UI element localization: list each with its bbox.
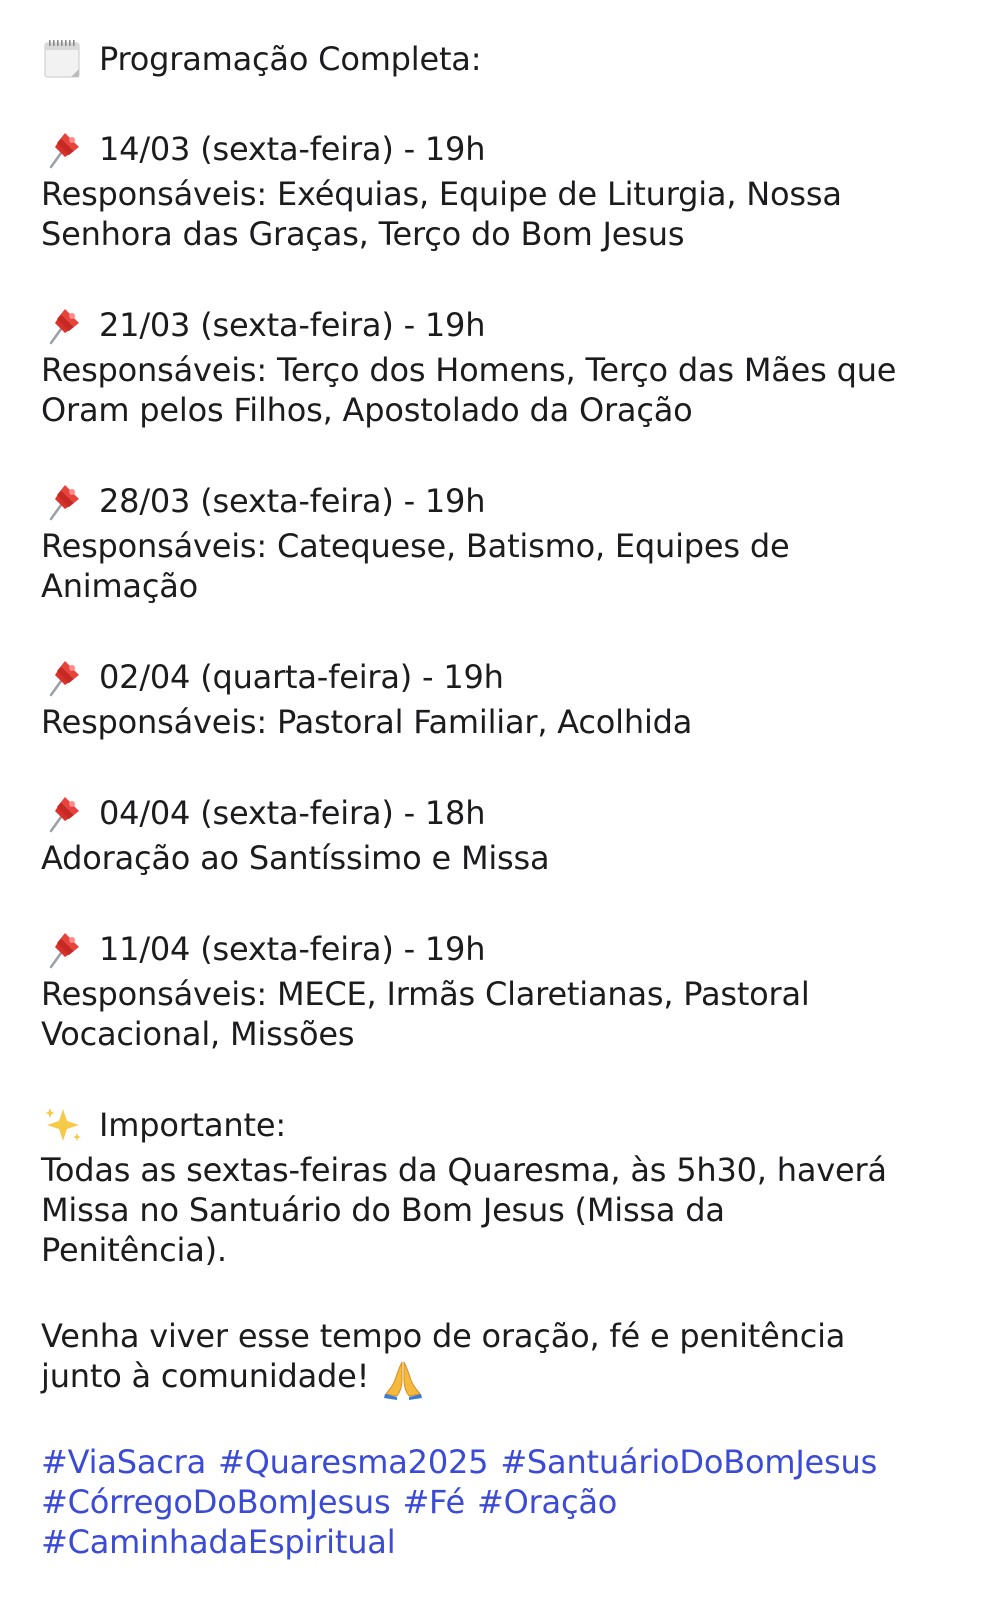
calendar-icon: [41, 37, 85, 81]
event-date: 28/03 (sexta-feira) - 19h: [99, 482, 486, 520]
event-date-line: [41, 300, 951, 350]
schedule-heading: [41, 34, 951, 84]
event-date: 04/04 (sexta-feira) - 18h: [99, 794, 486, 832]
event-date-line: [41, 124, 951, 174]
event-date: 11/04 (sexta-feira) - 19h: [99, 930, 486, 968]
hashtag-row: [41, 1482, 951, 1522]
hashtag-link[interactable]: #Oração: [477, 1483, 618, 1521]
event-detail: Responsáveis: MECE, Irmãs Claretianas, Pastoral: [41, 975, 810, 1013]
event-item: [41, 300, 951, 476]
event-item: [41, 924, 951, 1100]
closing-text: junto à comunidade!: [41, 1357, 370, 1395]
hashtag-link[interactable]: #SantuárioDoBomJesus: [500, 1443, 878, 1481]
hashtag-link[interactable]: #Quaresma2025: [217, 1443, 489, 1481]
closing-line: Venha viver esse tempo de oração, fé e penitência: [41, 1317, 846, 1355]
praying-hands-icon: [381, 1356, 425, 1396]
pushpin-icon: [41, 791, 85, 835]
important-line: Missa no Santuário do Bom Jesus (Missa da: [41, 1191, 725, 1229]
event-list: [41, 124, 951, 1100]
important-label: Importante:: [99, 1106, 286, 1144]
hashtag-link[interactable]: #ViaSacra: [41, 1443, 206, 1481]
event-detail: Vocacional, Missões: [41, 1015, 355, 1053]
hashtag-row: [41, 1442, 951, 1482]
schedule-title: Programação Completa:: [99, 40, 482, 78]
event-item: [41, 124, 951, 300]
post-body: [41, 34, 951, 1562]
hashtag-link[interactable]: #CaminhadaEspiritual: [41, 1523, 396, 1561]
event-detail: Senhora das Graças, Terço do Bom Jesus: [41, 215, 685, 253]
pushpin-icon: [41, 927, 85, 971]
closing-line-with-emoji: [41, 1356, 951, 1396]
hashtag-row: [41, 1522, 951, 1562]
important-line: Todas as sextas-feiras da Quaresma, às 5h30, haverá: [41, 1151, 887, 1189]
event-detail: Responsáveis: Pastoral Familiar, Acolhida: [41, 703, 693, 741]
event-detail: Responsáveis: Catequese, Batismo, Equipes de: [41, 527, 790, 565]
event-detail: Adoração ao Santíssimo e Missa: [41, 839, 550, 877]
event-item: [41, 788, 951, 924]
event-detail: Animação: [41, 567, 199, 605]
hashtag-block: [41, 1442, 951, 1562]
pushpin-icon: [41, 479, 85, 523]
event-date: 21/03 (sexta-feira) - 19h: [99, 306, 486, 344]
hashtag-link[interactable]: #CórregoDoBomJesus: [41, 1483, 391, 1521]
event-date-line: [41, 924, 951, 974]
event-date: 02/04 (quarta-feira) - 19h: [99, 658, 504, 696]
pushpin-icon: [41, 303, 85, 347]
event-date: 14/03 (sexta-feira) - 19h: [99, 130, 486, 168]
event-item: [41, 652, 951, 788]
sparkles-icon: [41, 1103, 85, 1147]
hashtag-link[interactable]: #Fé: [402, 1483, 465, 1521]
event-item: [41, 476, 951, 652]
event-detail: Responsáveis: Terço dos Homens, Terço das Mães que: [41, 351, 897, 389]
event-date-line: [41, 788, 951, 838]
event-detail: Oram pelos Filhos, Apostolado da Oração: [41, 391, 693, 429]
event-detail: Responsáveis: Exéquias, Equipe de Liturgia, Nossa: [41, 175, 842, 213]
important-heading: [41, 1100, 951, 1150]
event-date-line: [41, 652, 951, 702]
important-line: Penitência).: [41, 1231, 227, 1269]
pushpin-icon: [41, 127, 85, 171]
event-date-line: [41, 476, 951, 526]
pushpin-icon: [41, 655, 85, 699]
